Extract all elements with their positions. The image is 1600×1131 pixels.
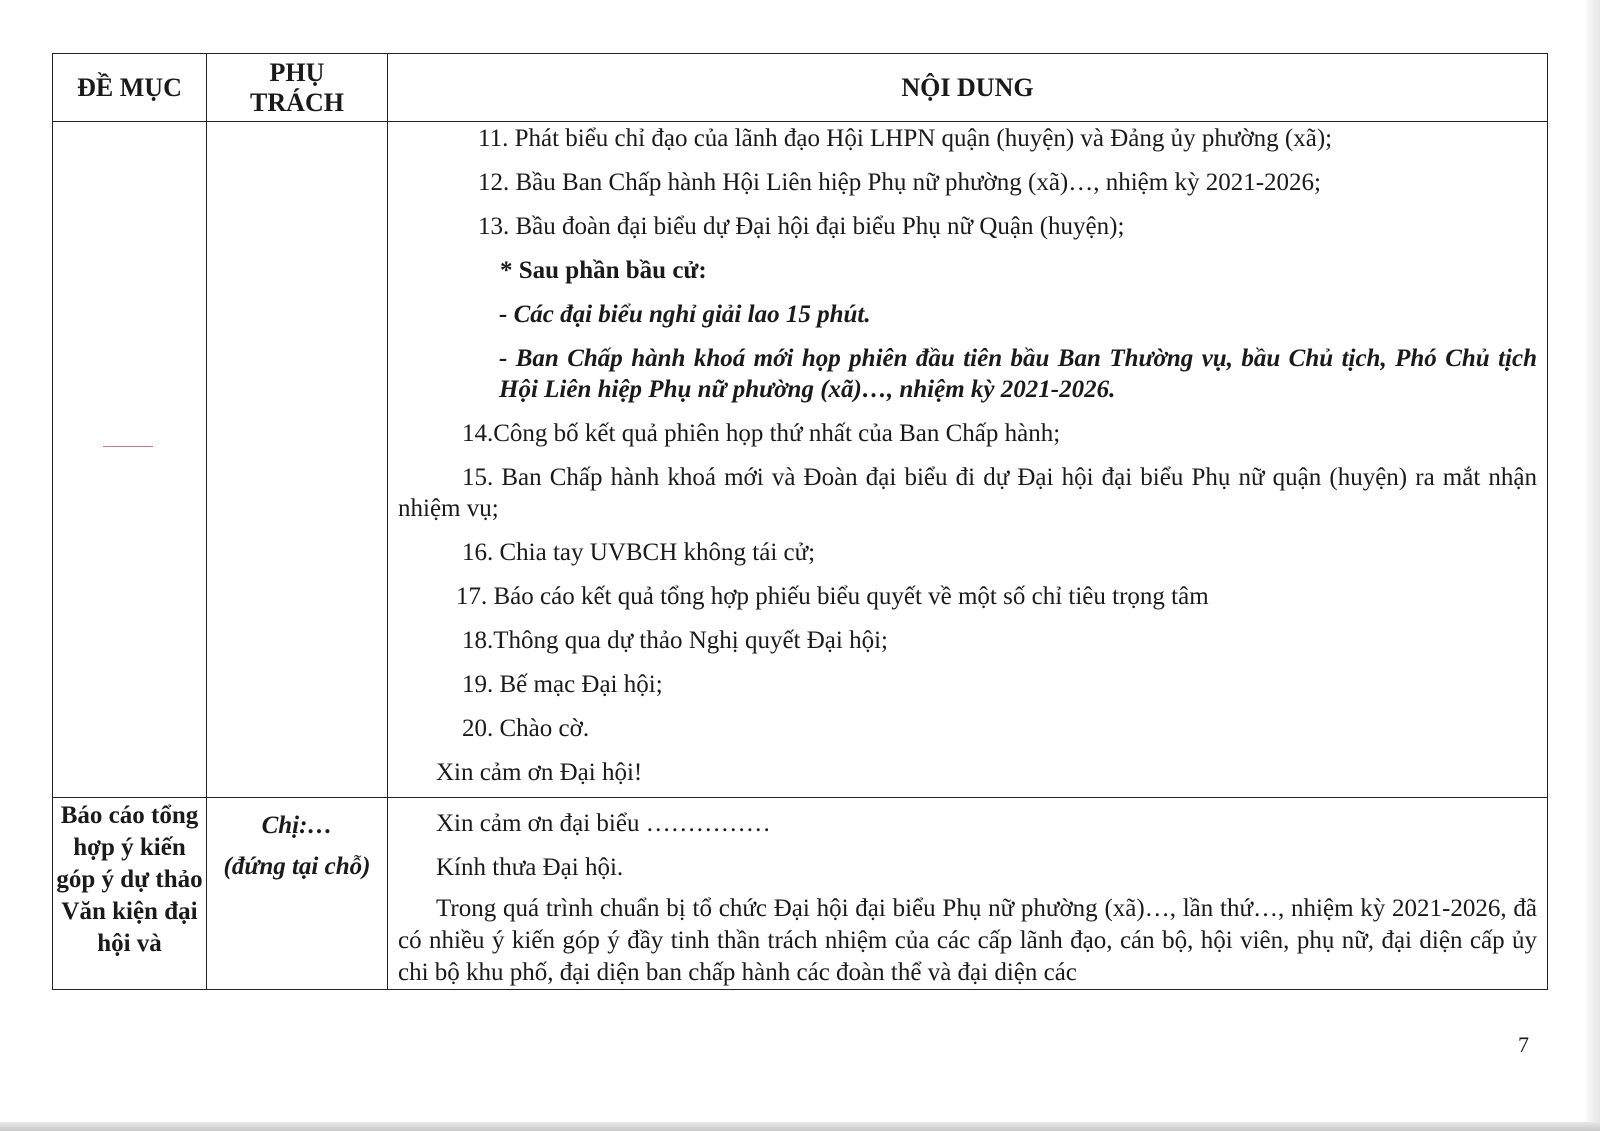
after-vote-note-1: - Các đại biểu nghỉ giải lao 15 phút. bbox=[499, 301, 871, 328]
program-table bbox=[52, 53, 1548, 990]
header-section: ĐỀ MỤC bbox=[53, 54, 207, 122]
header-responsible bbox=[207, 54, 388, 122]
table-header-row bbox=[53, 54, 1548, 122]
table-row bbox=[53, 798, 1548, 990]
table-row bbox=[53, 122, 1548, 798]
after-vote-note-2: - Ban Chấp hành khoá mới họp phiên đầu tiên bầu Ban Thường vụ, bầu Chủ tịch, Phó Chủ tịch Hội Liên hiệp Phụ nữ phường (xã)…, nhiệm kỳ 2021-2026. bbox=[499, 345, 1537, 403]
agenda-item-15: 15. Ban Chấp hành khoá mới và Đoàn đại biểu đi dự Đại hội đại biểu Phụ nữ quận (huyện) ra mắt nhận nhiệm vụ; bbox=[398, 464, 1537, 522]
pen-mark bbox=[103, 446, 153, 447]
header-responsible-line1: PHỤ bbox=[269, 57, 325, 87]
agenda-item-20: 20. Chào cờ. bbox=[462, 715, 590, 742]
content-cell bbox=[388, 798, 1548, 990]
scan-edge-right bbox=[1586, 0, 1600, 1131]
header-content: NỘI DUNG bbox=[388, 54, 1548, 122]
agenda-item-13: 13. Bầu đoàn đại biểu dự Đại hội đại biểu Phụ nữ Quận (huyện); bbox=[478, 213, 1125, 240]
section-cell-empty bbox=[53, 122, 207, 798]
section-title-cell: Báo cáo tổng hợp ý kiến góp ý dự thảo Văn kiện đại hội và bbox=[53, 798, 207, 990]
agenda-item-19: 19. Bế mạc Đại hội; bbox=[462, 671, 663, 698]
content-cell bbox=[388, 122, 1548, 798]
agenda-item-18: 18.Thông qua dự thảo Nghị quyết Đại hội; bbox=[462, 627, 888, 654]
speech-paragraph: Trong quá trình chuẩn bị tổ chức Đại hội đại biểu Phụ nữ phường (xã)…, lần thứ…, nhiệm kỳ 2021-2026, đã có nhiều ý kiến góp ý đầy tinh thần trách nhiệm của các cấp lãnh đạo, cán bộ, hội viên, phụ nữ, đại diện cấp ủy chi bộ khu phố, đại diện ban chấp hành các đoàn thể và đại diện các bbox=[398, 895, 1537, 986]
scan-edge-bottom bbox=[0, 1122, 1600, 1131]
after-vote-heading: * Sau phần bầu cử: bbox=[500, 257, 707, 284]
agenda-item-16: 16. Chia tay UVBCH không tái cử; bbox=[462, 539, 816, 566]
header-responsible-line2: TRÁCH bbox=[250, 87, 344, 117]
speech-thanks: Xin cảm ơn đại biểu …………… bbox=[436, 810, 771, 837]
responsible-cell-empty bbox=[207, 122, 388, 798]
agenda-item-14: 14.Công bố kết quả phiên họp thứ nhất của Ban Chấp hành; bbox=[462, 420, 1061, 447]
agenda-item-11: 11. Phát biểu chỉ đạo của lãnh đạo Hội LHPN quận (huyện) và Đảng ủy phường (xã); bbox=[478, 125, 1333, 152]
closing-thanks: Xin cảm ơn Đại hội! bbox=[436, 759, 643, 786]
page-number: 7 bbox=[1518, 1032, 1529, 1057]
responsible-cell bbox=[207, 798, 388, 990]
agenda-item-12: 12. Bầu Ban Chấp hành Hội Liên hiệp Phụ nữ phường (xã)…, nhiệm kỳ 2021-2026; bbox=[478, 169, 1321, 196]
responsible-person: Chị:… bbox=[261, 812, 333, 839]
responsible-note: (đứng tại chỗ) bbox=[223, 853, 371, 880]
agenda-item-17: 17. Báo cáo kết quả tổng hợp phiếu biểu quyết về một số chỉ tiêu trọng tâm bbox=[456, 583, 1209, 610]
speech-greeting: Kính thưa Đại hội. bbox=[436, 854, 624, 881]
